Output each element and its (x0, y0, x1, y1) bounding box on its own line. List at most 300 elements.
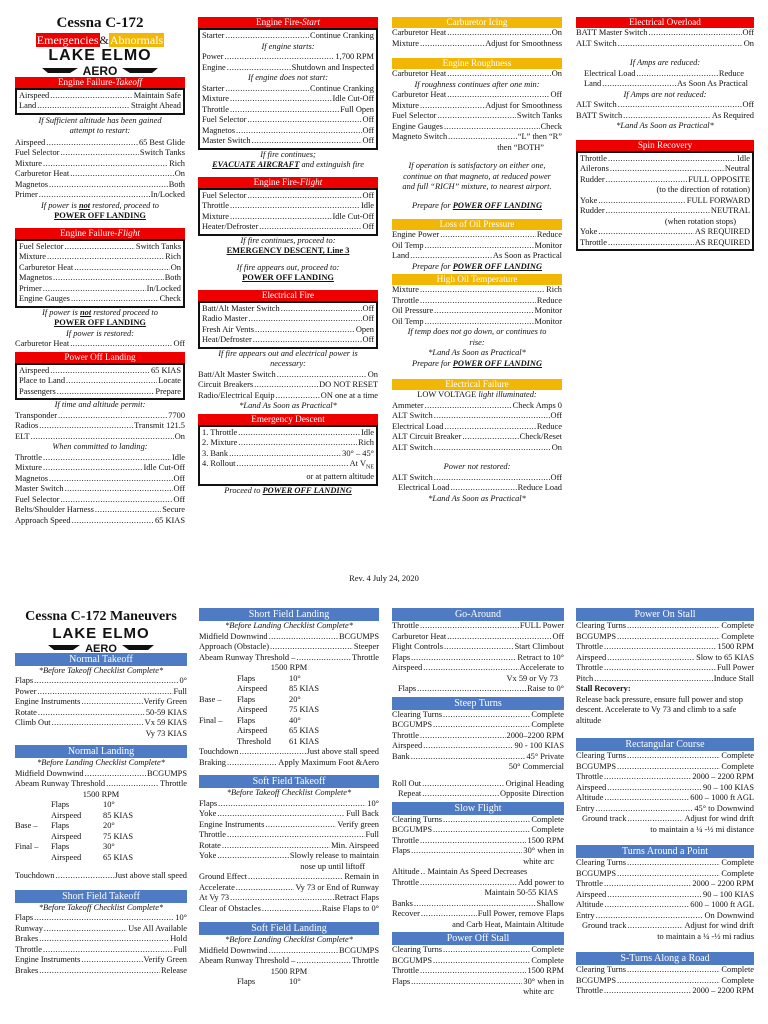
list-item: ALT Switch ..... Off (392, 473, 562, 484)
list-item: Mixture ..... Idle Cut-Off (202, 94, 374, 105)
section-rectangular-course (576, 738, 754, 835)
list-item: Abeam Runway Threshold – ..... Throttle (199, 956, 379, 967)
list-item: Entry ..... 45° to Downwind (576, 804, 754, 815)
list-item: Flaps ..... Retract to 10° (392, 653, 564, 664)
section-high-oil-temperature (392, 274, 562, 369)
list-item: to maintain a ¼ -½ mi distance (650, 824, 754, 834)
note: If engine does not start: (247, 73, 329, 82)
list-item: Airspeed ..... 90 – 100 KIAS (576, 890, 754, 901)
checklist-box (198, 28, 378, 150)
list-item: Flaps 10° (51, 800, 115, 809)
list-item: Airspeed ..... Slow to 65 KIAS (576, 653, 754, 664)
list-item: Base – Flaps 20° (199, 694, 301, 704)
list-item: Batt/Alt Master Switch ..... On (198, 370, 378, 381)
list-item: 1500 RPM (82, 789, 120, 799)
list-item: and Carb Heat, Maintain Altitude (452, 919, 564, 929)
wing-icon (40, 64, 160, 77)
section-engine-fire-start (198, 17, 378, 171)
list-item: Mixture ..... Adjust for Smoothness (392, 39, 562, 50)
list-item: Oil Temp ..... Monitor (392, 241, 562, 252)
list-item: Touchdown ..... Just above stall speed (199, 747, 379, 758)
section-short-field-takeoff (15, 890, 187, 977)
note: *Before Landing Checklist Complete* (225, 621, 353, 630)
list-item: 50° Commercial (508, 762, 564, 771)
section-header: Power On Stall (576, 608, 754, 621)
list-item: BCGUMPS ..... Complete (392, 825, 564, 836)
note: If operation is satisfactory on either one, continue on that magneto, at reduced power and full “RICH” mixture, to nearest airport. (402, 161, 552, 191)
list-item: Starter ..... Continue Cranking (202, 31, 374, 42)
section-header: Engine Fire-Start (198, 17, 378, 28)
section-short-field-landing (199, 608, 379, 768)
list-item: Airspeed 65 KIAS (51, 852, 134, 862)
list-item: Braking ..... Apply Maximum Foot &Aero (199, 758, 379, 769)
list-item: Bank ..... 45° Private (392, 752, 564, 763)
list-item: Throttle ..... Full (199, 830, 379, 841)
section-power-off-stall (392, 932, 564, 998)
list-item: 2. Mixture ..... Rich (202, 438, 374, 449)
note: If time and altitude permit: (54, 400, 146, 410)
section-header: Emergency Descent (198, 414, 378, 425)
list-item: Vx 59 or Vy 73 (506, 673, 558, 683)
list-item: Throttle ..... 2000–2200 RPM (392, 731, 564, 742)
list-item: Climb Out ..... Vx 59 KIAS (15, 718, 187, 729)
list-item: then “BOTH” (497, 142, 544, 152)
list-item: Electrical Load ..... Reduce Load (392, 483, 562, 494)
list-item: Engine Power ..... Reduce (392, 230, 562, 241)
list-item: BCGUMPS ..... Complete (392, 956, 564, 967)
list-item: Recover ..... Full Power, remove Flaps (392, 909, 564, 920)
list-item: Magneto Switch ..... “L” then “R” (392, 132, 562, 143)
list-item: Ground track ..... Adjust for wind drift (576, 921, 754, 932)
list-item: Mixture ..... Rich (15, 159, 185, 170)
list-item: Roll Out ..... Original Heading (392, 779, 564, 790)
note: *Before Takeoff Checklist Complete* (38, 902, 164, 912)
list-item: Airspeed ..... 90 - 100 KIAS (392, 741, 564, 752)
list-item: Airspeed 75 KIAS (237, 705, 320, 714)
section-header: Go-Around (392, 608, 564, 621)
section-engine-roughness (392, 58, 562, 211)
section-header: Engine Roughness (392, 58, 562, 69)
list-item: Clearing Turns ..... Complete (576, 858, 754, 869)
emergency-page (0, 14, 768, 584)
logo-aero-text: AERO (82, 63, 118, 77)
list-item: 1500 RPM (270, 663, 308, 672)
list-item: Accelerate ..... Vy 73 or End of Runway (199, 883, 379, 894)
list-item: Engine Gauges ..... Check (19, 294, 181, 305)
list-item: Throttle ..... 2000 – 2200 RPM (576, 772, 754, 783)
list-item: or at pattern altitude (306, 472, 374, 482)
list-item: Magnetos ..... Both (19, 273, 181, 284)
list-item: Pitch ..... Induce Stall (576, 674, 754, 685)
note: LOW VOLTAGE light illuminated: (417, 390, 537, 399)
list-item: Altitude ..... 600 – 1000 ft AGL (576, 793, 754, 804)
list-item: to maintain a ¼ -½ mi radius (657, 931, 754, 941)
list-item: Rotate ..... Min. Airspeed (199, 841, 379, 852)
list-item: Altitude ..... 600 – 1000 ft AGL (576, 900, 754, 911)
note: If fire appears out and electrical power is necessary: (218, 348, 358, 368)
list-item: Touchdown ..... Just above stall speed (15, 871, 187, 882)
checklist-box (15, 363, 185, 401)
col-4 (576, 608, 754, 1024)
section-header: Spin Recovery (576, 140, 754, 151)
list-item: Throttle ..... 1500 RPM (392, 966, 564, 977)
list-item: Airspeed 65 KIAS (237, 726, 320, 735)
list-item: Radio Master ..... Off (202, 314, 374, 325)
list-item: Flaps ..... 10° (15, 913, 187, 924)
section-loss-of-oil-pressure (392, 219, 562, 272)
note: *Before Takeoff Checklist Complete* (38, 665, 164, 675)
list-item: Midfield Downwind ..... BCGUMPS (15, 769, 187, 780)
list-item: Electrical Load ..... Reduce (576, 69, 754, 80)
list-item: BATT Master Switch ..... Off (576, 28, 754, 39)
list-item: white arc (523, 856, 554, 866)
page-title: Cessna C-172 (56, 15, 144, 31)
note: *Land As Soon as Practical* (428, 348, 526, 357)
list-item: Engine ..... Shutdown and Inspected (202, 63, 374, 74)
list-item: Fuel Selector ..... Off (15, 495, 185, 506)
list-item: Clearing Turns ..... Complete (392, 945, 564, 956)
list-item: Fuel Selector ..... Switch Tanks (392, 111, 562, 122)
list-item: Magnetos ..... Off (202, 126, 374, 137)
list-item: Throttle ..... Add power to (392, 878, 564, 889)
section-spin-recovery (576, 140, 754, 252)
list-item: Throttle ..... Full Open (202, 105, 374, 116)
list-item: Ailerons ..... Neutral (580, 164, 750, 175)
list-item: Vy 73 KIAS (145, 728, 187, 738)
list-item: 4. Rollout ..... At $V_{NE}$ (202, 459, 374, 472)
list-item: Throttle ..... Reduce (392, 296, 562, 307)
list-item: Transponder ..... 7700 (15, 411, 185, 422)
list-item: Clearing Turns ..... Complete (576, 621, 754, 632)
checklist-box (576, 151, 754, 252)
subtitle-abnormals: Abnormals (109, 32, 164, 47)
note: If roughness continues after one min: (414, 79, 540, 89)
list-item: Airspeed ..... Accelerate to (392, 663, 564, 674)
list-item: Mixture ..... Rich (19, 252, 181, 263)
section-header: Engine Fire-Flight (198, 177, 378, 188)
section-s-turns-along-a-road (576, 952, 754, 997)
list-item: Airspeed 85 KIAS (51, 810, 134, 820)
list-item: Mixture ..... Idle Cut-Off (202, 212, 374, 223)
section-electrical-fire (198, 290, 378, 412)
note: If fire appears out, proceed to: (236, 262, 340, 272)
list-item: Brakes ..... Hold (15, 934, 187, 945)
list-item: Engine Instruments ..... Verify green (199, 820, 379, 831)
section-header: S-Turns Along a Road (576, 952, 754, 965)
checklist-box (198, 301, 378, 349)
checklist-box (15, 239, 185, 308)
note: Prepare for POWER OFF LANDING (412, 200, 542, 210)
goto-link[interactable]: POWER OFF LANDING (54, 318, 146, 328)
list-item: Entry ..... On Downwind (576, 911, 754, 922)
list-item: Base – Flaps 20° (15, 821, 115, 830)
list-item: Fresh Air Vents ..... Open (202, 325, 374, 336)
list-item: Throttle ..... 2000 – 2200 RPM (576, 879, 754, 890)
note: EVACUATE AIRCRAFT and extinguish fire (212, 160, 364, 169)
section-header: Electrical Overload (576, 17, 754, 28)
list-item: Fuel Selector ..... Switch Tanks (19, 242, 181, 253)
list-item: Yoke ..... Slowly release to maintain (199, 851, 379, 862)
section-header: Short Field Takeoff (15, 890, 187, 903)
list-item: Midfield Downwind ..... BCGUMPS (199, 946, 379, 957)
section-slow-flight (392, 802, 564, 931)
list-item: Throttle ..... Idle (15, 453, 185, 464)
list-item: Heat/Defroster ..... Off (202, 335, 374, 346)
list-item: Flight Controls ..... Start Climbout (392, 642, 564, 653)
list-item: Ammeter ..... Check Amps 0 (392, 401, 562, 412)
list-item: Land ..... Straight Ahead (19, 101, 181, 112)
section-normal-landing (15, 745, 187, 882)
section-header: Power Off Stall (392, 932, 564, 945)
list-item: At Vy 73 ..... Retract Flaps (199, 893, 379, 904)
list-item: Final – Flaps 40° (199, 715, 301, 725)
list-item: white arc (523, 987, 554, 996)
list-item: Rudder ..... NEUTRAL (580, 206, 750, 217)
list-item: Throttle ..... Full (15, 945, 187, 956)
note: *Land As Soon as Practical* (239, 401, 337, 410)
list-item: BCGUMPS ..... Complete (576, 976, 754, 987)
col-2 (199, 608, 379, 1024)
page-title: Cessna C-172 Maneuvers (25, 609, 177, 624)
stall-recovery-title: Stall Recovery: (576, 684, 631, 693)
subtitle-amp: & (99, 32, 109, 47)
list-item: Rotate ..... 50-59 KIAS (15, 708, 187, 719)
section-engine-failure-takeoff (15, 77, 185, 222)
section-header: Steep Turns (392, 697, 564, 710)
list-item: Carburetor Heat ..... On (392, 28, 562, 39)
list-item: Midfield Downwind ..... BCGUMPS (199, 632, 379, 643)
section-electrical-failure (392, 379, 562, 504)
list-item: Throttle ..... 1500 RPM (392, 836, 564, 847)
checklist-box (198, 425, 378, 486)
list-item: Throttle ..... Idle (580, 154, 750, 165)
note: If temp does not go down, or continues to rise: (407, 327, 547, 347)
list-item: Carburetor Heat ..... On (19, 263, 181, 274)
section-soft-field-landing (199, 922, 379, 988)
section-header: Slow Flight (392, 802, 564, 815)
note: *Before Landing Checklist Complete* (37, 758, 165, 767)
list-item: BCGUMPS ..... Complete (576, 762, 754, 773)
list-item: Throttle ..... 1500 RPM (576, 642, 754, 653)
checklist-box (198, 188, 378, 236)
note: If Sufficient altitude has been gained attempt to restart: (38, 115, 162, 136)
note: If power is restored: (65, 328, 134, 338)
list-item: ALT Switch ..... Off (576, 100, 754, 111)
list-item: Banks ..... Shallow (392, 899, 564, 910)
list-item: Fuel Selector ..... Off (202, 191, 374, 202)
list-item: Radio/Electrical Equip ..... ON one at a time (198, 391, 378, 402)
section-header: Soft Field Takeoff (199, 775, 379, 788)
list-item: Airspeed 75 KIAS (51, 831, 134, 841)
list-item: Carburetor Heat ..... Off (392, 90, 562, 101)
note: Proceed to POWER OFF LANDING (224, 485, 352, 495)
section-header: Normal Landing (15, 745, 187, 758)
list-item: BCGUMPS ..... Complete (392, 720, 564, 731)
revision-footer: Rev. 4 July 24, 2020 (349, 573, 419, 583)
list-item: Flaps ..... 0° (15, 676, 187, 687)
list-item: Airspeed ..... 65 KIAS (19, 366, 181, 377)
list-item: Primer ..... In/Locked (19, 284, 181, 295)
list-item: nose up until liftoff (300, 861, 365, 871)
list-item: Flaps 10° (237, 673, 301, 683)
list-item: Clearing Turns ..... Complete (576, 965, 754, 976)
section-header: Normal Takeoff (15, 653, 187, 666)
goto-link[interactable]: POWER OFF LANDING (242, 273, 334, 282)
list-item: Circuit Breakers ..... DO NOT RESET (198, 380, 378, 391)
list-item: Clearing Turns ..... Complete (392, 815, 564, 826)
logo-aero (15, 641, 187, 653)
col-3 (392, 17, 562, 506)
list-item: Airspeed ..... 65 Best Glide (15, 138, 185, 149)
list-item: Abeam Runway Threshold ..... Throttle (15, 779, 187, 790)
section-header: Engine Failure-Flight (15, 228, 185, 239)
note: *Land As Soon as Practical* (428, 493, 526, 503)
list-item: Batt/Alt Master Switch ..... Off (202, 304, 374, 315)
list-item: Flaps ..... 10° (199, 799, 379, 810)
list-item: Oil Temp ..... Monitor (392, 317, 562, 328)
list-item: Flaps ..... 30° when in (392, 977, 564, 988)
list-item: Yoke ..... FULL FORWARD (580, 196, 750, 207)
list-item: Abeam Runway Threshold – ..... Throttle (199, 653, 379, 664)
list-item: Airspeed 85 KIAS (237, 684, 320, 693)
list-item: Carburetor Heat ..... On (392, 69, 562, 80)
list-item: Throttle ..... AS REQUIRED (580, 238, 750, 249)
list-item: ELT ..... On (15, 432, 185, 443)
list-item: Fuel Selector ..... Switch Tanks (15, 148, 185, 159)
note: Prepare for POWER OFF LANDING (412, 261, 542, 271)
col-2 (198, 17, 378, 498)
list-item: Threshold 61 KIAS (237, 736, 320, 746)
list-item: Maintain 50-55 KIAS (484, 888, 558, 897)
list-item: Engine Gauges ..... Check (392, 122, 562, 133)
list-item: Mixture ..... Rich (392, 285, 562, 296)
stall-recovery-text: Release back pressure, ensure full power and stop descent. Accelerate to Vy 73 and climb to a safe altitude (576, 694, 743, 725)
logo-lake-elmo: LAKE ELMO (48, 46, 152, 64)
list-item: Brakes ..... Release (15, 966, 187, 977)
section-soft-field-takeoff (199, 775, 379, 914)
goto-link[interactable]: EMERGENCY DESCENT, Line 3 (226, 246, 350, 255)
list-item: Final – Flaps 30° (15, 842, 115, 851)
checklist-box (15, 88, 185, 115)
list-item: Starter ..... Continue Cranking (202, 84, 374, 95)
goto-link[interactable]: POWER OFF LANDING (54, 211, 146, 221)
list-item: Throttle ..... FULL Power (392, 621, 564, 632)
list-item: Place to Land ..... Locate (19, 376, 181, 387)
list-item: Heater/Defroster ..... Off (202, 222, 374, 233)
list-item: Airspeed ..... 90 – 100 KIAS (576, 783, 754, 794)
list-item: Carburetor Heat ..... Off (392, 632, 564, 643)
list-item: BATT Switch ..... As Required (576, 111, 754, 122)
section-header: Power Off Landing (15, 352, 185, 363)
list-item: Ground Effect ..... Remain in (199, 872, 379, 883)
list-item: Clearing Turns ..... Complete (576, 751, 754, 762)
list-item: ALT Switch ..... Off (392, 411, 562, 422)
note: If power is not restored, proceed to (41, 200, 159, 210)
section-header: Electrical Fire (198, 290, 378, 301)
list-item: Throttle ..... 2000 – 2200 RPM (576, 986, 754, 997)
list-item: ALT Switch ..... On (576, 39, 754, 50)
list-item: Approach (Obstacle) ..... Steeper (199, 642, 379, 653)
note: *Land As Soon as Practical* (616, 121, 714, 130)
list-item: Flaps 10° (237, 977, 301, 986)
list-item: Flaps ..... 30° when in (392, 846, 564, 857)
list-item: Land ..... As Soon As Practical (576, 79, 754, 90)
list-item: Flaps ..... Raise to 0° (392, 684, 564, 695)
list-item: Belts/Shoulder Harness ..... Secure (15, 505, 185, 516)
list-item: 1. Throttle ..... Idle (202, 428, 374, 439)
section-header: Loss of Oil Pressure (392, 219, 562, 230)
section-power-on-stall (576, 608, 754, 726)
col-1 (15, 608, 187, 1024)
list-item: Carburetor Heat ..... On (15, 169, 185, 180)
section-electrical-overload (576, 17, 754, 132)
section-engine-fire-flight (198, 177, 378, 284)
col-1 (15, 14, 185, 528)
list-item: Altitude ..... Maintain As Speed Decreases (392, 867, 564, 878)
list-item: Airspeed ..... Maintain Safe (19, 91, 181, 102)
section-header: Engine Failure-Takeoff (15, 77, 185, 88)
logo-aero (15, 64, 185, 77)
list-item: Magnetos ..... Off (15, 474, 185, 485)
list-item: Ground track ..... Adjust for wind drift (576, 814, 754, 825)
section-engine-failure-flight (15, 228, 185, 350)
list-item: 3. Bank ..... 30° – 45° (202, 449, 374, 460)
note: If engine starts: (261, 41, 315, 51)
list-item: ALT Switch ..... On (392, 443, 562, 454)
note: If Amps are not reduced: (623, 89, 707, 99)
note: If power is not restored proceed to (42, 307, 158, 317)
list-item: Magnetos ..... Both (15, 180, 185, 191)
section-carburetor-icing (392, 17, 562, 49)
note: Power not restored: (443, 462, 511, 471)
list-item: Master Switch ..... Off (202, 136, 374, 147)
list-item: Repeat ..... Opposite Direction (392, 789, 564, 800)
list-item: Yoke ..... Full Back (199, 809, 379, 820)
list-item: Electrical Load ..... Reduce (392, 422, 562, 433)
note: Prepare for POWER OFF LANDING (412, 358, 542, 368)
list-item: BCGUMPS ..... Complete (576, 632, 754, 643)
note: If fire continues; (260, 149, 316, 159)
list-item: (to the direction of rotation) (656, 185, 750, 194)
list-item: Engine Instruments ..... Verify Green (15, 697, 187, 708)
page-subtitle (15, 33, 185, 47)
list-item: Fuel Selector ..... Off (202, 115, 374, 126)
list-item: Land ..... As Soon as Practical (392, 251, 562, 262)
list-item: Carburetor Heat ..... Off (15, 339, 185, 350)
section-steep-turns (392, 697, 564, 800)
list-item: Engine Instruments ..... Verify Green (15, 955, 187, 966)
maneuvers-page (0, 608, 768, 1024)
list-item: ALT Circuit Breaker ..... Check/Reset (392, 432, 562, 443)
list-item: Radios ..... Transmit 121.5 (15, 421, 185, 432)
section-go-around (392, 608, 564, 695)
list-item: Clear of Obstacles ..... Raise Flaps to 0° (199, 904, 379, 915)
section-header: Turns Around a Point (576, 845, 754, 858)
section-turns-around-a-point (576, 845, 754, 942)
list-item: Yoke ..... AS REQUIRED (580, 227, 750, 238)
wing-icon (46, 641, 156, 653)
note: If Amps are reduced: (629, 58, 701, 67)
list-item: 1500 RPM (270, 966, 308, 976)
list-item: Approach Speed ..... 65 KIAS (15, 516, 185, 527)
list-item: Throttle ..... Idle (202, 201, 374, 212)
list-item: Power ..... 1,700 RPM (202, 52, 374, 63)
section-header: Carburetor Icing (392, 17, 562, 28)
list-item: Mixture ..... Adjust for Smoothness (392, 101, 562, 112)
section-normal-takeoff (15, 653, 187, 740)
section-header: Soft Field Landing (199, 922, 379, 935)
list-item: (when rotation stops) (664, 216, 736, 226)
